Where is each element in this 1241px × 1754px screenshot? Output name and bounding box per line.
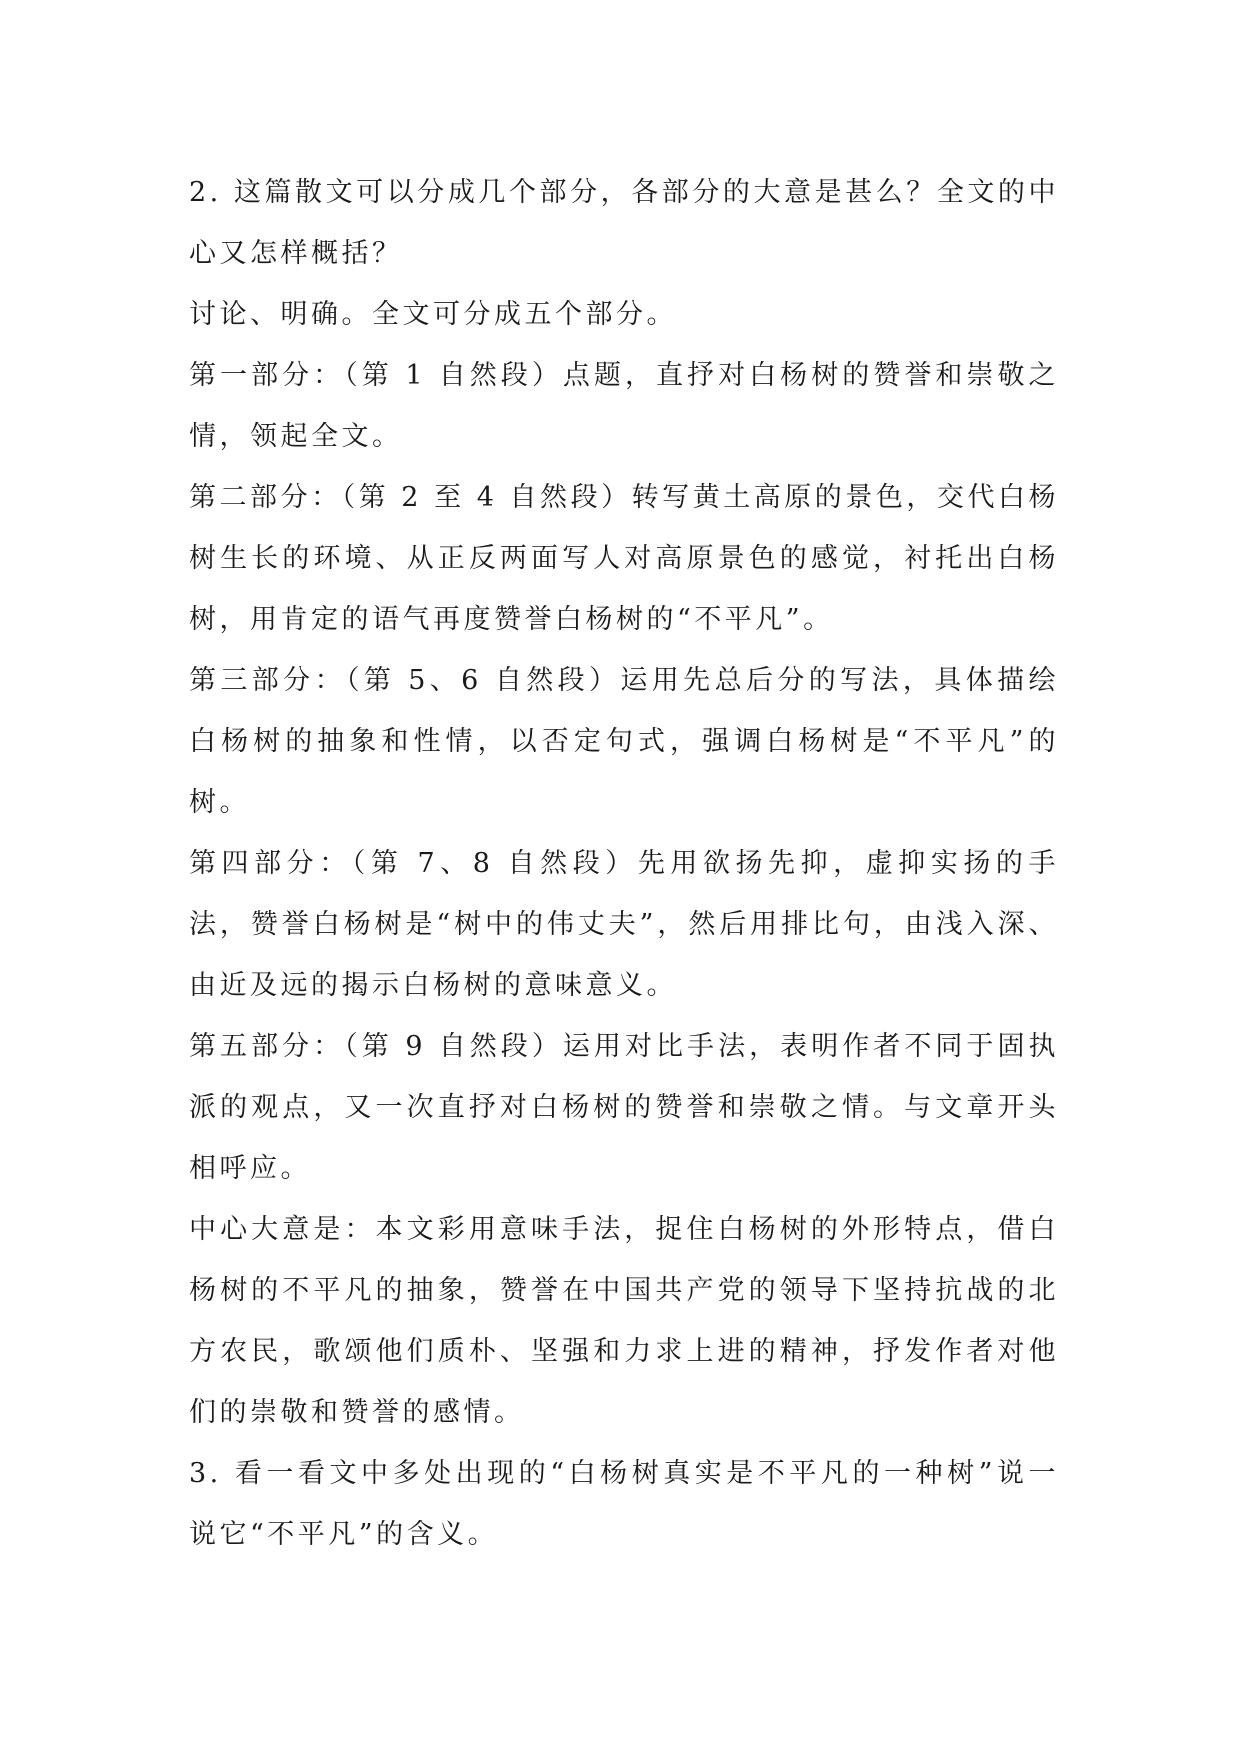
question-3-paragraph: 3. 看一看文中多处出现的“白杨树真实是不平凡的一种树”说一说它“不平凡”的含义。 [189, 1458, 1059, 1550]
part-1-paragraph: 第一部分：（第 1 自然段）点题，直抒对白杨树的赞誉和崇敬之情，领起全文。 [189, 360, 1059, 452]
part-3-paragraph: 第三部分：（第 5、6 自然段）运用先总后分的写法，具体描绘白杨树的抽象和性情，以否定句式，强调白杨树是“不平凡”的树。 [189, 665, 1059, 818]
discussion-paragraph: 讨论、明确。全文可分成五个部分。 [189, 299, 677, 330]
part-4-paragraph: 第四部分：（第 7、8 自然段）先用欲扬先抑，虚抑实扬的手法，赞誉白杨树是“树中的伟丈夫”，然后用排比句，由浅入深、由近及远的揭示白杨树的意味意义。 [189, 848, 1059, 1001]
central-idea-paragraph: 中心大意是：本文彩用意味手法，捉住白杨树的外形特点，借白杨树的不平凡的抽象，赞誉在中国共产党的领导下坚持抗战的北方农民，歌颂他们质朴、坚强和力求上进的精神，抒发作者对他们的崇敬和赞誉的感情。 [189, 1214, 1059, 1428]
question-2-paragraph: 2. 这篇散文可以分成几个部分，各部分的大意是甚么？全文的中心又怎样概括？ [189, 177, 1059, 269]
part-2-paragraph: 第二部分：（第 2 至 4 自然段）转写黄土高原的景色，交代白杨树生长的环境、从正反两面写人对高原景色的感觉，衬托出白杨树，用肯定的语气再度赞誉白杨树的“不平凡”。 [189, 482, 1059, 635]
document-body [189, 162, 1059, 1565]
part-5-paragraph: 第五部分：（第 9 自然段）运用对比手法，表明作者不同于固执派的观点，又一次直抒对白杨树的赞誉和崇敬之情。与文章开头相呼应。 [189, 1031, 1059, 1184]
